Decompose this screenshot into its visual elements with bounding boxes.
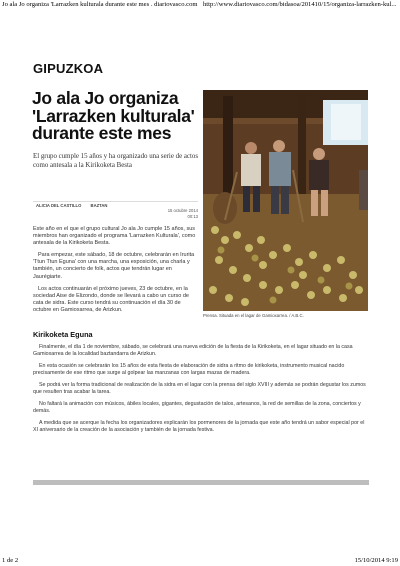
print-header-url: http://www.diariovasco.com/bidasoa/201410/15/organiza-larrazken-kul... — [203, 1, 397, 8]
print-datetime: 15/10/2014 9:19 — [354, 557, 398, 564]
lead-paragraph-3: Los actos continuarán el próximo jueves, 23 de octubre, en la sociedad Aise de Elizondo, donde se llevará a cabo un curso de cata de sidra. Este curso tendrá su continuación el día 30 de octubre en Gamioxarrea, de Arizkun. — [33, 285, 189, 313]
article-subheading: Kirikoketa Eguna — [33, 330, 93, 339]
print-footer — [0, 556, 400, 566]
article-full-body — [33, 344, 369, 439]
body-paragraph-1: Finalmente, el día 1 de noviembre, sábado, se celebrará una nueva edición de la fiesta de la Kirikoketa, en el lagar situado en la casa Gamioxarrea de la localidad baztandarra de Arizkun. — [33, 344, 353, 357]
headline-line-2: 'Larrazken kulturala' — [32, 105, 195, 126]
print-header — [0, 0, 400, 10]
publish-date — [140, 208, 198, 219]
article-headline — [32, 90, 200, 143]
article-subtitle: El grupo cumple 15 años y ha organizado una serie de actos como antesala a la Kirikoketa Besta — [33, 153, 199, 170]
headline-line-3: durante este mes — [32, 123, 172, 143]
publish-date-time: 00:13 — [187, 213, 198, 219]
body-paragraph-5: A medida que se acerque la fecha los organizadores explicarán los pormenores de la jornada que este año tendrá un sabor especial por el XI aniversario de la creación de la asociación y también de la jornada festiva. — [33, 420, 365, 433]
headline-line-1: Jo ala Jo organiza — [32, 88, 179, 108]
lead-paragraph-2: Para empezar, este sábado, 18 de octubre, celebrarán en Irurita 'Ttun Ttun Eguna' con una marcha, una exposición, una charla y también, un concierto de folk, actos que tendrán lugar en Jaurégiarte. — [33, 252, 195, 280]
photo-caption: Prensa. Situada en el lagar de Gamioxarrea. / A.B.C. — [203, 313, 304, 318]
print-header-title: Jo ala Jo organiza 'Larrazken kulturala durante este mes . diariovasco.com — [2, 1, 198, 8]
author-name[interactable]: ALICIA DEL CASTILLO — [36, 203, 82, 208]
footer-divider-bar — [33, 480, 369, 485]
print-page-number: 1 de 2 — [2, 557, 19, 564]
author-location: BAZTAN — [90, 203, 108, 208]
body-paragraph-4: No faltará la animación con músicos, ábiles locales, gigantes, degustación de talos, artesanos, la red de semillas de la zona, conciertos y demás. — [33, 401, 361, 414]
publish-date-day: 15 octubre 2014 — [167, 208, 198, 213]
body-paragraph-3: Se podrá ver la forma tradicional de realización de la sidra en el lagar con la prensa del siglo XVIII y además se podrán degustar los zumos que resulten tras acabar la tarea. — [33, 382, 366, 395]
article-lead-body — [33, 226, 198, 319]
section-name[interactable]: GIPUZKOA — [33, 61, 104, 76]
cider-press-photo — [203, 90, 368, 311]
body-paragraph-2: En esta ocasión se celebrarán los 15 años de esta fiesta de elaboración de sidra a ritmo de kirikoketa, instrumento musical nacido precisamente de ese ritmo que surge al golpear las manzanas con largas mazas de madera. — [33, 363, 345, 376]
article-photo[interactable] — [203, 90, 368, 311]
lead-paragraph-1: Este año en el que el grupo cultural Jo ala Jo cumple 15 años, sus miembros han organizado el programa 'Larrazken Kulturala', como antesala de la Kirikoketa Besta. — [33, 226, 196, 247]
